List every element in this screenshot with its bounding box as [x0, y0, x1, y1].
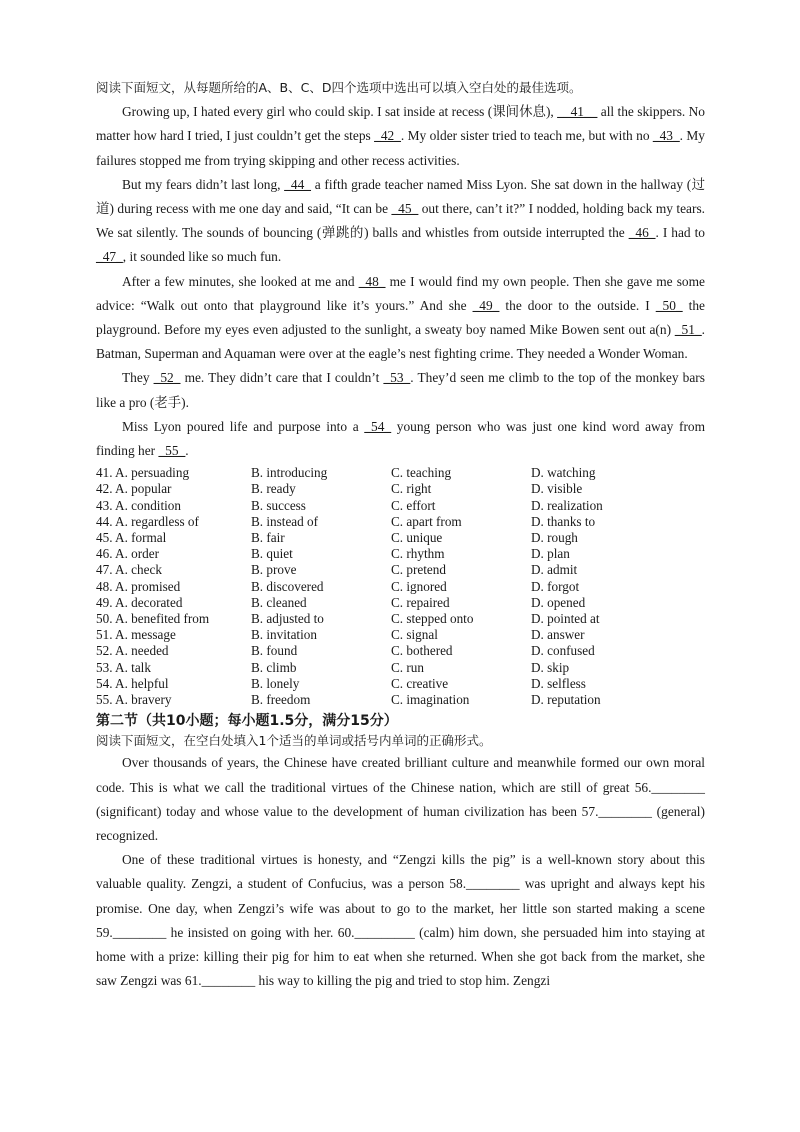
- option-row-42: 42. A. popular B. ready C. right D. visible: [96, 481, 583, 497]
- blank-50: _50_: [655, 297, 683, 313]
- option-row-46: 46. A. order B. quiet C. rhythm D. plan: [96, 546, 570, 562]
- section-2-heading: 第二节（共10小题；每小题1.5分，满分15分）: [96, 713, 398, 730]
- option-row-44: 44. A. regardless of B. instead of C. apart from D. thanks to: [96, 513, 596, 529]
- passage-2-paragraph-1: Over thousands of years, the Chinese have created brilliant culture and meanwhile formed our own moral code. This is what we call the traditional virtues of the Chinese nation, which are still of great 56.________ (significant) today and whose value to the development of human civilization has been 57.________ (general) recognized.: [96, 755, 705, 843]
- blank-46: _46_: [628, 225, 656, 241]
- option-row-43: 43. A. condition B. success C. effort D. realization: [96, 497, 603, 513]
- passage-paragraph-1: Growing up, I hated every girl who could skip. I sat inside at recess (课间休息), __41__ all the skippers. No matter how hard I tried, I just couldn’t get the steps _42_. My older sister tried to teach me, but with no _43_. My failures stopped me from trying skipping and other recess activities.: [96, 104, 706, 168]
- blank-41: __41__: [557, 104, 598, 120]
- passage-2-paragraph-2: One of these traditional virtues is honesty, and “Zengzi kills the pig” is a well-known story about this valuable quality. Zengzi, a student of Confucius, was a person 58.________ was upright and always kept his promise. One day, when Zengzi’s wife was about to go to the market, her little son started making a scene 59.________ he insisted on going with her. 60._________ (calm) him down, she persuaded him into staying at home with a prize: killing their pig for him to eat when she returned. When she got back from the market, she saw Zengzi was 61.________ his way to killing the pig and tried to stop him. Zengzi: [96, 852, 705, 989]
- blank-43: _43_: [652, 128, 680, 144]
- option-row-48: 48. A. promised B. discovered C. ignored D. forgot: [96, 578, 580, 594]
- blank-51: _51_: [674, 322, 702, 338]
- blank-53: _53_: [383, 370, 411, 386]
- instruction-1: 阅读下面短文，从每题所给的A、B、C、D四个选项中选出可以填入空白处的最佳选项。: [96, 80, 582, 95]
- option-row-49: 49. A. decorated B. cleaned C. repaired D. opened: [96, 594, 586, 610]
- blank-47: _47_: [96, 249, 123, 265]
- instruction-2: 阅读下面短文，在空白处填入1个适当的单词或括号内单词的正确形式。: [96, 733, 492, 749]
- blank-49: _49_: [472, 297, 500, 313]
- option-row-41: 41. A. persuading B. introducing C. teaching D. watching: [96, 465, 596, 481]
- option-row-53: 53. A. talk B. climb C. run D. skip: [96, 659, 570, 675]
- blank-54: _54_: [364, 418, 392, 434]
- option-row-47: 47. A. check B. prove C. pretend D. admit: [96, 562, 578, 578]
- blank-55: _55_: [158, 443, 186, 459]
- option-row-55: 55. A. bravery B. freedom C. imagination D. reputation: [96, 692, 601, 708]
- exam-page: [96, 76, 705, 993]
- option-row-54: 54. A. helpful B. lonely C. creative D. selfless: [96, 675, 586, 691]
- blank-48: _48_: [358, 273, 386, 289]
- passage-paragraph-3: After a few minutes, she looked at me and _48_ me I would find my own people. Then she gave me some advice: “Walk out onto that playground like it’s yours.” And she _49_ the door to the outside. I _50_ the playground. Before my eyes even adjusted to the sunlight, a sweaty boy named Mike Bowen sent out a(n) _51_. Batman, Superman and Aquaman were over at the eagle’s nest fighting crime. They needed a Wonder Woman.: [96, 273, 705, 362]
- passage-paragraph-4: They _52_ me. They didn’t care that I couldn’t _53_. They’d seen me climb to the top of the monkey bars like a pro (老手).: [96, 370, 705, 410]
- blank-52: _52_: [153, 370, 181, 386]
- blank-45: _45_: [391, 201, 419, 217]
- option-row-51: 51. A. message B. invitation C. signal D. answer: [96, 627, 585, 643]
- option-row-50: 50. A. benefited from B. adjusted to C. stepped onto D. pointed at: [96, 611, 600, 627]
- option-row-45: 45. A. formal B. fair C. unique D. rough: [96, 530, 578, 546]
- passage-paragraph-5: Miss Lyon poured life and purpose into a _54_ young person who was just one kind word away from finding her _55_.: [96, 418, 706, 459]
- blank-44: _44_: [284, 176, 311, 192]
- option-row-52: 52. A. needed B. found C. bothered D. confused: [96, 643, 595, 659]
- passage-paragraph-2: But my fears didn’t last long, _44_ a fifth grade teacher named Miss Lyon. She sat down in the hallway (过道) during recess with me one day and said, “It can be _45_ out there, can’t it?” I nodded, holding back my tears. We sat silently. The sounds of bouncing (弹跳的) balls and whistles from outside interrupted the _46_. I had to _47_, it sounded like so much fun.: [96, 176, 706, 265]
- blank-42: _42_: [374, 128, 401, 144]
- options-table: [96, 465, 705, 708]
